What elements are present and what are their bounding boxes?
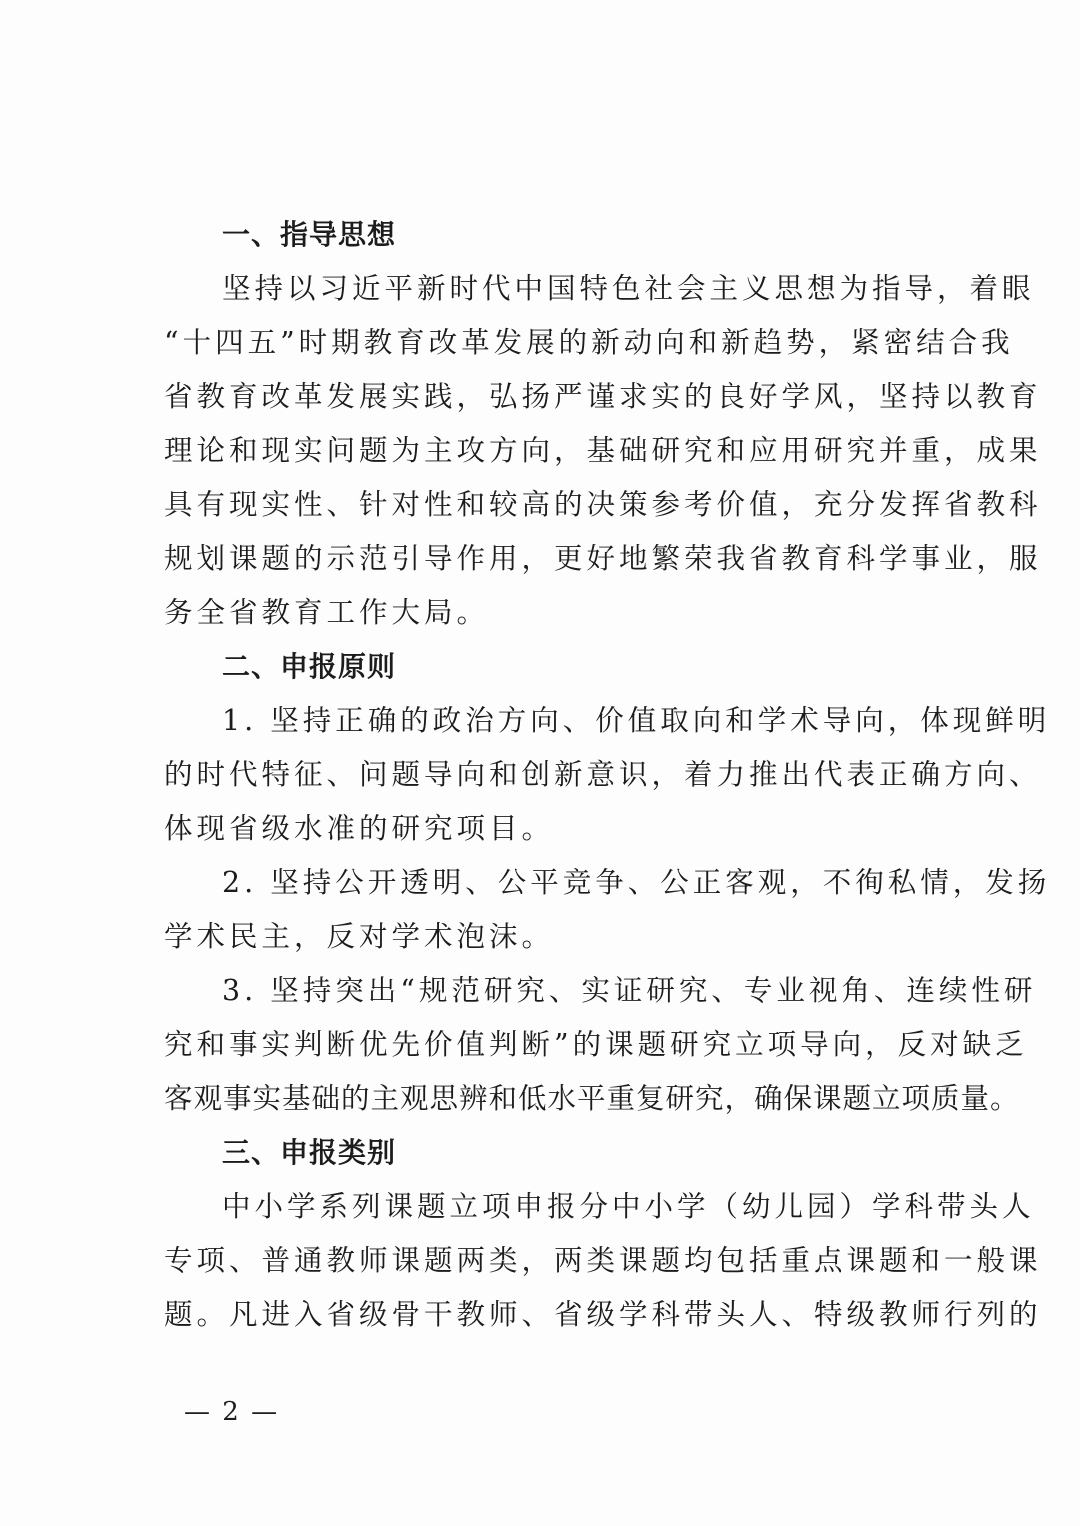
text-line: 究和事实判断优先价值判断”的课题研究立项导向，反对缺乏	[164, 1028, 1028, 1061]
text-line: 专项、普通教师课题两类，两类课题均包括重点课题和一般课	[164, 1244, 1042, 1277]
text-line: 规划课题的示范引导作用，更好地繁荣我省教育科学事业，服	[164, 542, 1042, 575]
document-body	[164, 208, 1051, 1342]
section-application-principles	[164, 640, 1051, 1126]
text-line: 学术民主，反对学术泡沫。	[164, 920, 555, 953]
section-heading: 一、指导思想	[222, 218, 397, 251]
text-line: 坚持以习近平新时代中国特色社会主义思想为指导，着眼	[222, 272, 1035, 305]
section-application-categories	[164, 1126, 1042, 1342]
text-line: 客观事实基础的主观思辨和低水平重复研究，确保课题立项质量。	[164, 1082, 1020, 1115]
paragraph	[164, 856, 1051, 964]
text-line: 题。凡进入省级骨干教师、省级学科带头人、特级教师行列的	[164, 1298, 1042, 1331]
section-heading: 二、申报原则	[222, 650, 397, 683]
text-line: 具有现实性、针对性和较高的决策参考价值，充分发挥省教科	[164, 488, 1042, 521]
section-guiding-ideology	[164, 208, 1042, 640]
paragraph	[164, 964, 1037, 1126]
text-line: 3. 坚持突出“规范研究、实证研究、专业视角、连续性研	[222, 974, 1037, 1007]
text-line: 体现省级水准的研究项目。	[164, 812, 555, 845]
text-line: “十四五”时期教育改革发展的新动向和新趋势，紧密结合我	[164, 326, 1014, 359]
text-line: 2. 坚持公开透明、公平竞争、公正客观，不徇私情，发扬	[222, 866, 1051, 899]
text-line: 省教育改革发展实践，弘扬严谨求实的良好学风，坚持以教育	[164, 380, 1042, 413]
text-line: 的时代特征、问题导向和创新意识，着力推出代表正确方向、	[164, 758, 1042, 791]
paragraph	[164, 694, 1051, 856]
section-heading: 三、申报类别	[222, 1136, 397, 1169]
paragraph	[164, 262, 1042, 640]
paragraph	[164, 1180, 1042, 1342]
page-number: — 2 —	[184, 1397, 280, 1427]
text-line: 中小学系列课题立项申报分中小学（幼儿园）学科带头人	[222, 1190, 1035, 1223]
text-line: 1. 坚持正确的政治方向、价值取向和学术导向，体现鲜明	[222, 704, 1051, 737]
text-line: 理论和现实问题为主攻方向，基础研究和应用研究并重，成果	[164, 434, 1042, 467]
text-line: 务全省教育工作大局。	[164, 596, 490, 629]
